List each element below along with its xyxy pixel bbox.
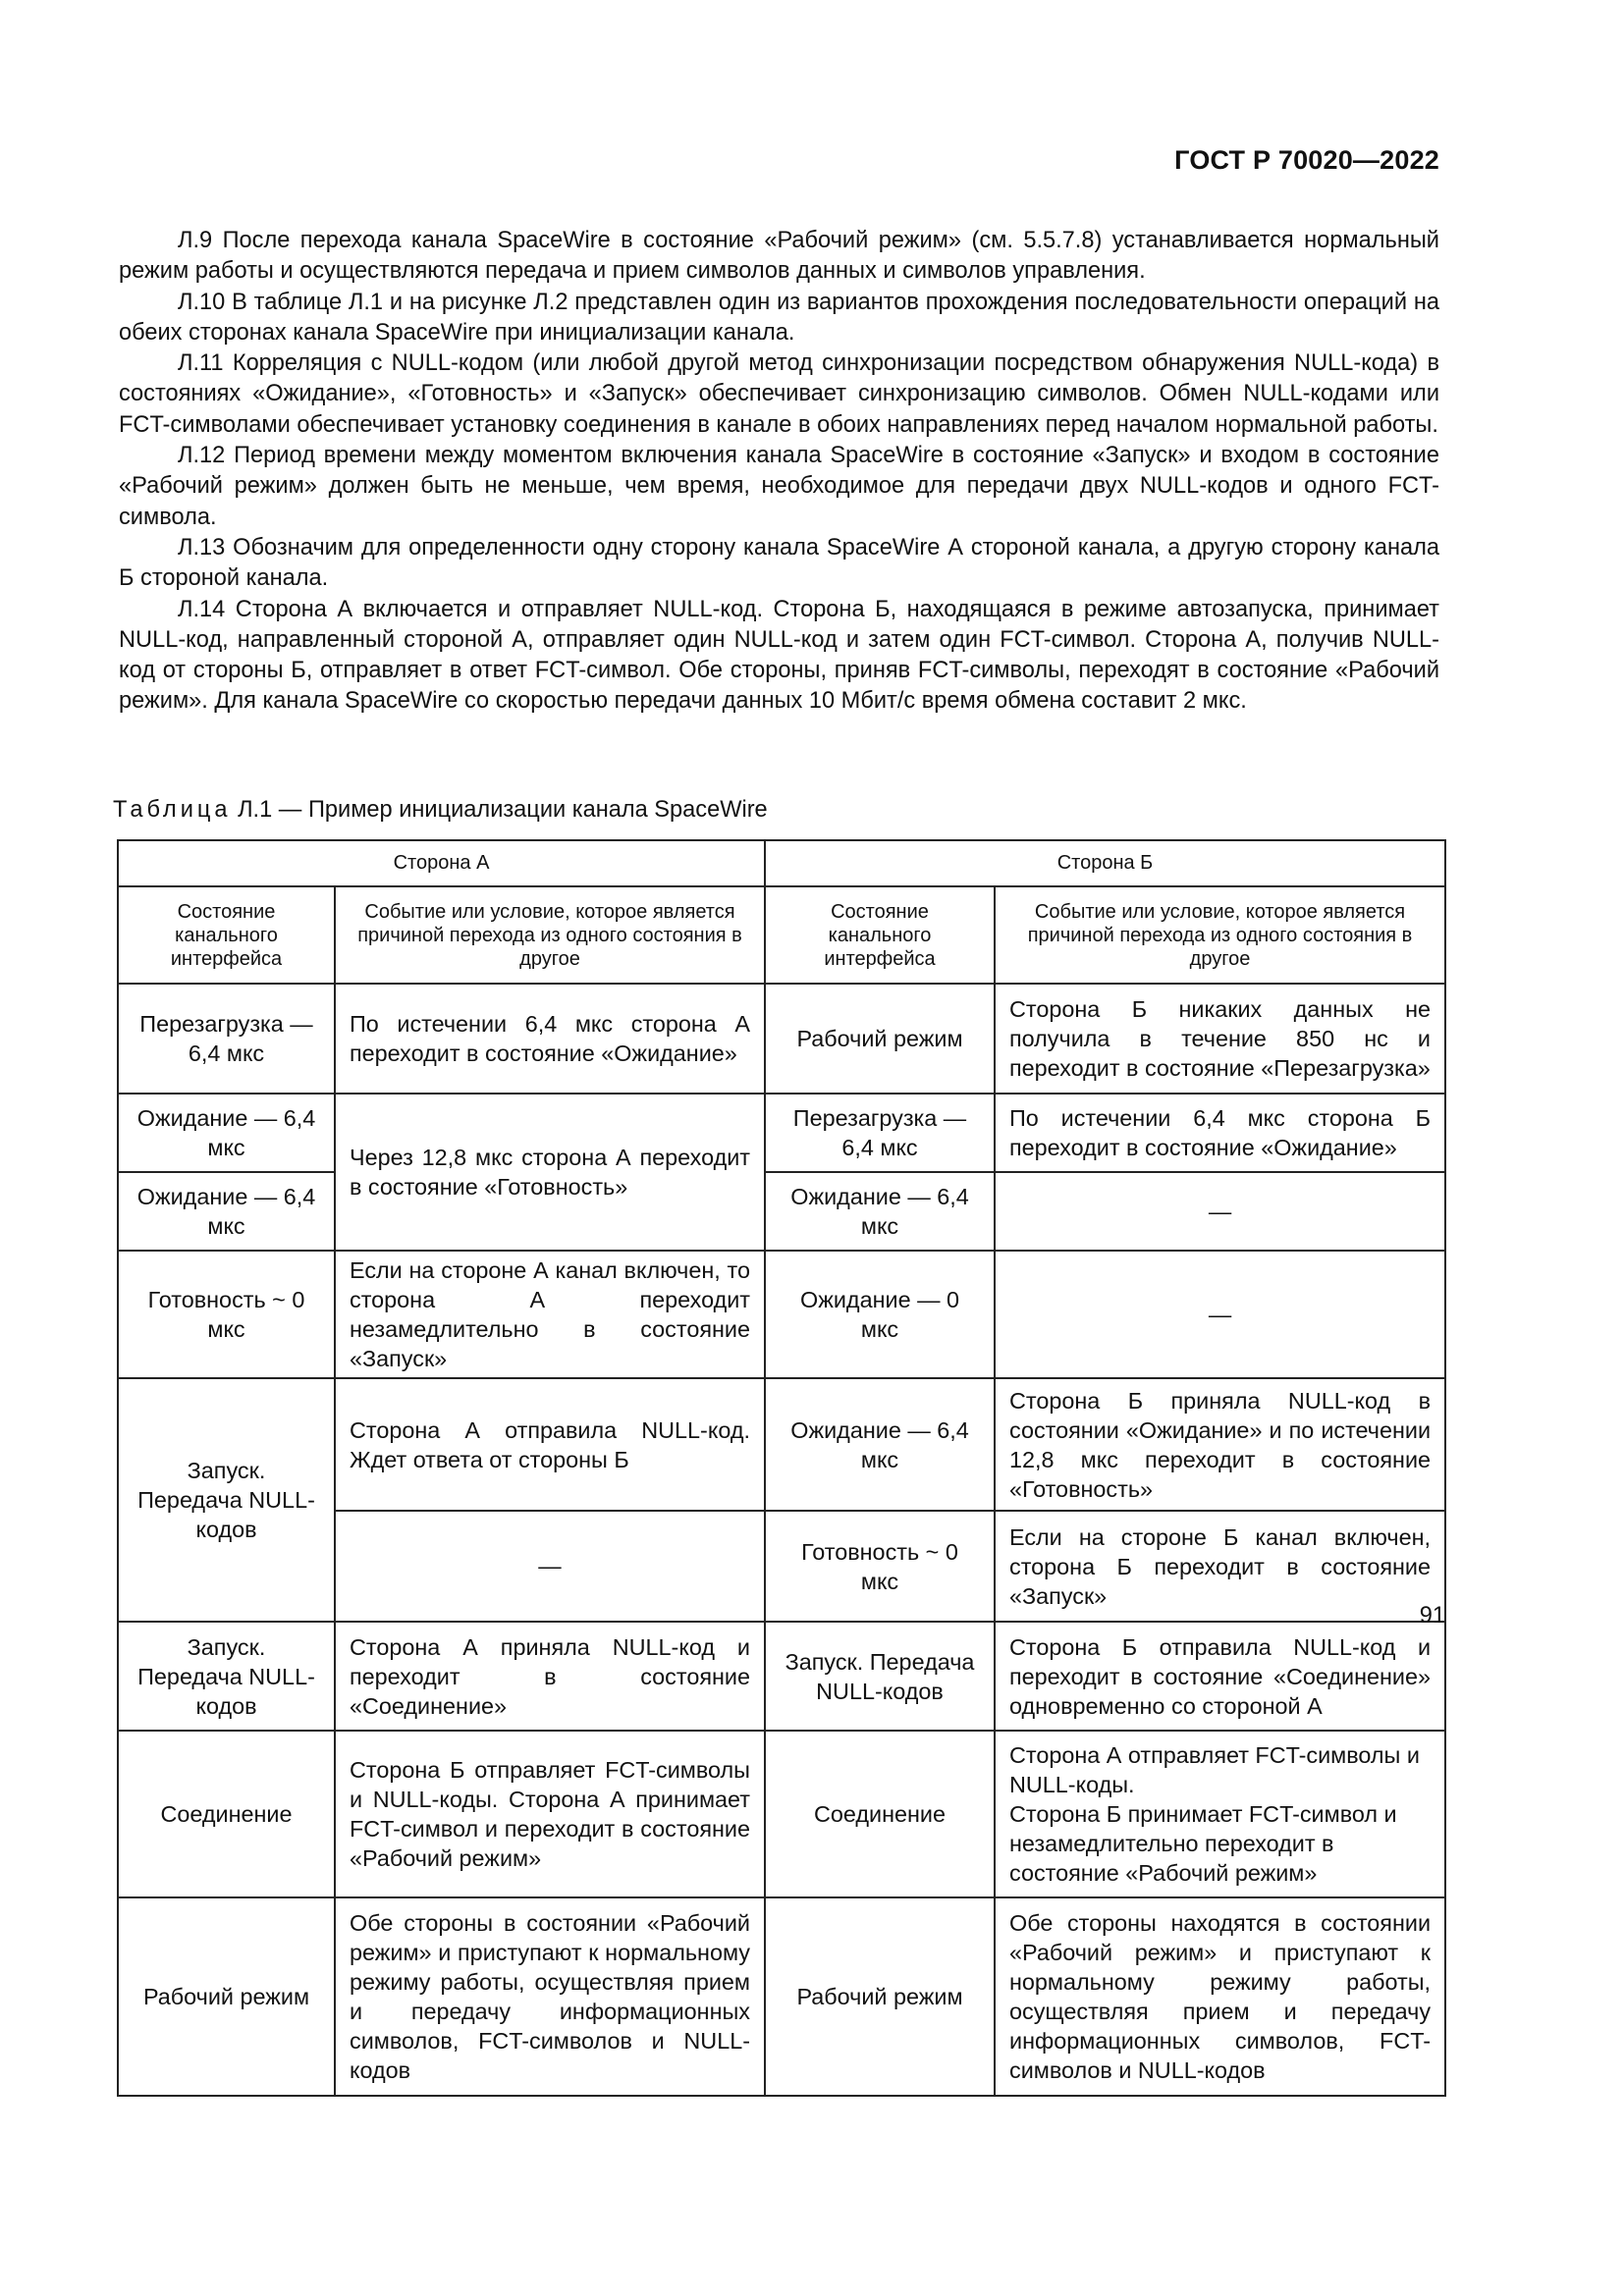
cell-a-event: Через 12,8 мкс сторона А переходит в состояние «Готовность» [335,1094,765,1251]
cell-a-state: Перезагрузка — 6,4 мкс [118,984,335,1094]
cell-a-event: Обе стороны в состоянии «Рабочий режим» и приступают к нормальному режиму работы, осуществляя прием и передачу информационных символов, FCT-символов и NULL-кодов [335,1897,765,2096]
paragraph-l13: Л.13 Обозначим для определенности одну сторону канала SpaceWire А стороной канала, а другую сторону канала Б стороной канала. [119,534,1439,592]
cell-a-state: Ожидание — 6,4 мкс [118,1172,335,1251]
cell-b-event-line-2: Сторона Б принимает FCT-символ и незамедлительно переходит в состояние «Рабочий режим» [1009,1801,1397,1886]
cell-b-event: Сторона Б никаких данных не получила в течение 850 нс и переходит в состояние «Перезагрузка» [995,984,1445,1094]
cell-a-state: Запуск. Передача NULL-кодов [118,1378,335,1622]
column-header-event-b: Событие или условие, которое является причиной перехода из одного состояния в другое [995,886,1445,984]
cell-b-state: Рабочий режим [765,1897,995,2096]
cell-b-event: — [995,1251,1445,1378]
paragraph-l14: Л.14 Сторона А включается и отправляет NULL-код. Сторона Б, находящаяся в режиме автозапуска, принимает NULL-код, направленный стороной А, отправляет один NULL-код и затем один FCT-символ. Сторона А, получив NULL-код от стороны Б, отправляет в ответ FCT-символ. Обе стороны, приняв FCT-символы, переходят в состояние «Рабочий режим». Для канала SpaceWire со скоростью передачи данных 10 Мбит/с время обмена составит 2 мкс. [119,596,1439,715]
table-caption-word: Таблица [113,797,232,823]
table-row [118,984,1445,1094]
table-row [118,1378,1445,1511]
side-b-header: Сторона Б [765,840,1445,886]
body-text [119,226,1439,718]
cell-a-state: Ожидание — 6,4 мкс [118,1094,335,1172]
cell-a-state: Соединение [118,1731,335,1897]
cell-b-event-line-1: Сторона А отправляет FCT-символы и NULL-коды. [1009,1742,1420,1797]
cell-b-event: Сторона Б приняла NULL-код в состоянии «Ожидание» и по истечении 12,8 мкс переходит в состояние «Готовность» [995,1378,1445,1511]
paragraph-l9: Л.9 После перехода канала SpaceWire в состояние «Рабочий режим» (см. 5.5.7.8) устанавливается нормальный режим работы и осуществляются передача и прием символов данных и символов управления. [119,228,1439,285]
cell-a-event: — [335,1511,765,1622]
cell-b-state: Рабочий режим [765,984,995,1094]
cell-a-state: Готовность ~ 0 мкс [118,1251,335,1378]
table-row [118,1172,1445,1251]
cell-a-event: Если на стороне А канал включен, то сторона А переходит незамедлительно в состояние «Запуск» [335,1251,765,1378]
paragraph-l11: Л.11 Корреляция с NULL-кодом (или любой другой метод синхронизации посредством обнаружения NULL-кода) в состояниях «Ожидание», «Готовность» и «Запуск» обеспечивает синхронизацию символов. Обмен NULL-кодами или FCT-символами обеспечивает установку соединения в канале в обоих направлениях перед началом нормальной работы. [119,350,1439,438]
document-code: ГОСТ Р 70020—2022 [1174,145,1439,175]
column-header-state-a: Состояние канального интерфейса [118,886,335,984]
table-row [118,1731,1445,1897]
table-row [118,1897,1445,2096]
cell-b-state: Готовность ~ 0 мкс [765,1511,995,1622]
cell-b-event [995,1731,1445,1897]
initialization-table [117,839,1446,2097]
cell-b-state: Соединение [765,1731,995,1897]
cell-a-event: Сторона А приняла NULL-код и переходит в состояние «Соединение» [335,1622,765,1731]
cell-b-state: Ожидание — 6,4 мкс [765,1172,995,1251]
cell-b-event: Сторона Б отправила NULL-код и переходит в состояние «Соединение» одновременно со стороной А [995,1622,1445,1731]
table-column-header-row [118,886,1445,984]
table-caption [113,797,768,824]
cell-a-event: Сторона А отправила NULL-код. Ждет ответа от стороны Б [335,1378,765,1511]
cell-a-event: Сторона Б отправляет FCT-символы и NULL-коды. Сторона А принимает FCT-символ и переходит в состояние «Рабочий режим» [335,1731,765,1897]
page-number: 91 [1419,1603,1445,1629]
cell-a-state: Запуск. Передача NULL-кодов [118,1622,335,1731]
paragraph-l12: Л.12 Период времени между моментом включения канала SpaceWire в состояние «Запуск» и входом в состояние «Рабочий режим» должен быть не меньше, чем время, необходимое для передачи двух NULL-кодов и одного FCT-символа. [119,443,1439,530]
cell-b-state: Ожидание — 6,4 мкс [765,1378,995,1511]
cell-a-state: Рабочий режим [118,1897,335,2096]
column-header-state-b: Состояние канального интерфейса [765,886,995,984]
table-row [118,1251,1445,1378]
cell-b-event: — [995,1172,1445,1251]
column-header-event-a: Событие или условие, которое является причиной перехода из одного состояния в другое [335,886,765,984]
cell-b-state: Перезагрузка — 6,4 мкс [765,1094,995,1172]
paragraph-l10: Л.10 В таблице Л.1 и на рисунке Л.2 представлен один из вариантов прохождения последовательности операций на обеих сторонах канала SpaceWire при инициализации канала. [119,289,1439,346]
cell-a-event: По истечении 6,4 мкс сторона А переходит в состояние «Ожидание» [335,984,765,1094]
table-side-header-row [118,840,1445,886]
table-caption-text: Л.1 — Пример инициализации канала SpaceWire [238,797,768,823]
table-row [118,1622,1445,1731]
side-a-header: Сторона А [118,840,765,886]
cell-b-event: По истечении 6,4 мкс сторона Б переходит в состояние «Ожидание» [995,1094,1445,1172]
table-row [118,1094,1445,1172]
cell-b-event: Если на стороне Б канал включен, сторона Б переходит в состояние «Запуск» [995,1511,1445,1622]
cell-b-event: Обе стороны находятся в состоянии «Рабочий режим» и приступают к нормальному режиму работы, осуществляя прием и передачу информационных символов, FCT-символов и NULL-кодов [995,1897,1445,2096]
cell-b-state: Запуск. Передача NULL-кодов [765,1622,995,1731]
cell-b-state: Ожидание — 0 мкс [765,1251,995,1378]
